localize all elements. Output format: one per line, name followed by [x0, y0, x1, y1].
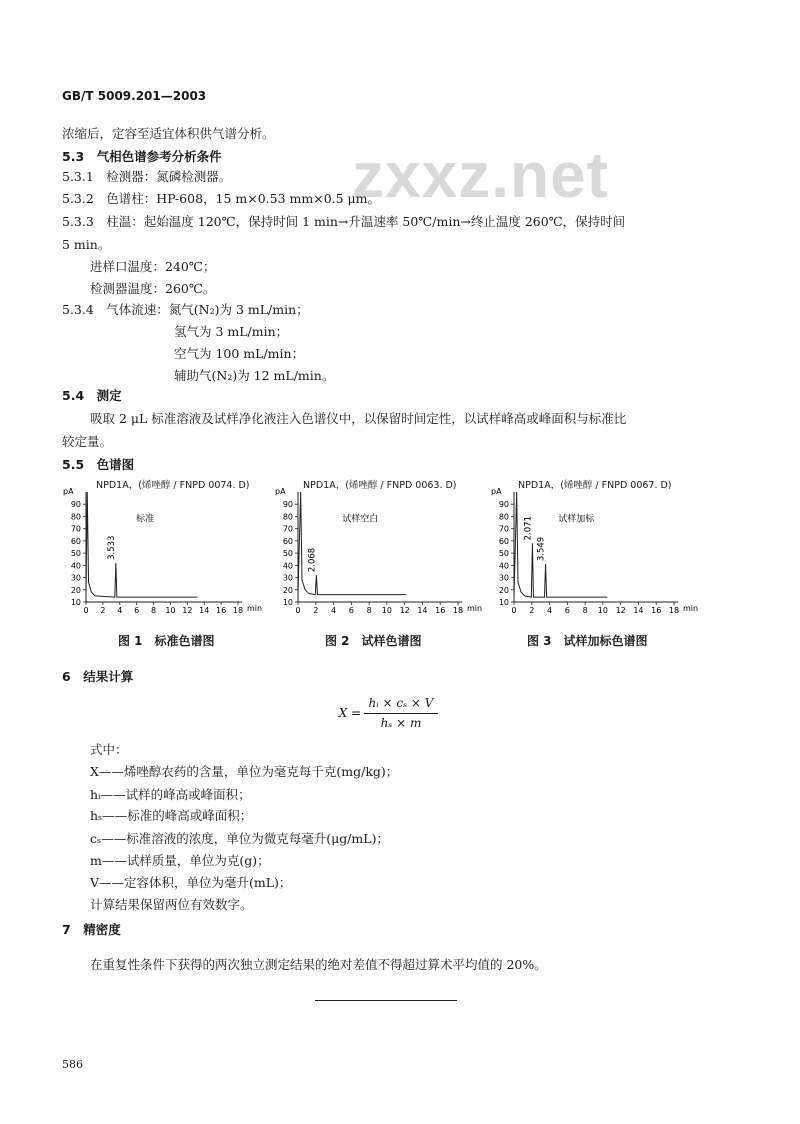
item-5-3-2: 5.3.2 色谱柱：HP-608，15 m×0.53 mm×0.5 μm。: [62, 191, 381, 206]
y-tick-label: 70: [498, 524, 509, 534]
y-tick-label: 60: [282, 536, 293, 546]
y-tick-label: 60: [70, 536, 81, 546]
x-tick-label: 18: [232, 606, 244, 615]
formula-fraction-bar: [364, 713, 438, 714]
chart-annotation: 试样空白: [342, 514, 379, 525]
y-tick-label: 70: [70, 524, 81, 534]
variable-x: X——烯唑醇农药的含量，单位为毫克每千克(mg/kg)；: [90, 764, 399, 779]
peak-retention-label: 2.071: [523, 515, 534, 541]
x-tick-label: 16: [216, 606, 227, 615]
y-tick-label: 40: [70, 561, 81, 571]
y-tick-label: 70: [282, 524, 293, 534]
peak-retention-label: 3.549: [536, 536, 547, 562]
section-6-heading: 6 结果计算: [62, 669, 134, 684]
gas-air: 空气为 100 mL/min；: [174, 346, 305, 361]
variable-hi: hᵢ——试样的峰高或峰面积；: [90, 787, 251, 802]
figure-1-title: NPD1A，(烯唑醇 / FNPD 0074. D): [96, 480, 250, 491]
x-axis-unit: min: [683, 604, 698, 613]
result-note: 计算结果保留两位有效数字。: [90, 897, 253, 912]
x-tick-label: 16: [435, 606, 446, 615]
section-5-4-text: 吸取 2 μL 标准溶液及试样净化液注入色谱仪中，以保留时间定性，以试样峰高或峰面积与标准比: [90, 411, 627, 426]
inlet-temperature: 进样口温度：240℃；: [90, 259, 216, 274]
page-number: 586: [62, 1058, 83, 1071]
x-tick-label: 2: [313, 606, 319, 615]
section-5-5-heading: 5.5 色谱图: [62, 457, 135, 472]
x-tick-label: 6: [564, 606, 570, 615]
y-tick-label: 80: [282, 512, 293, 522]
y-tick-label: 80: [498, 512, 509, 522]
standard-number: GB/T 5009.201—2003: [62, 89, 207, 103]
x-tick-label: 4: [547, 606, 553, 615]
y-tick-label: 40: [498, 561, 509, 571]
peak-retention-label: 3.533: [106, 535, 117, 560]
y-tick-label: 50: [498, 549, 509, 559]
x-tick-label: 6: [134, 606, 140, 615]
x-tick-label: 14: [199, 606, 210, 615]
figure-3-caption: 图 3 试样加标色谱图: [527, 634, 648, 648]
variable-v: V——定容体积，单位为毫升(mL)；: [90, 875, 292, 890]
x-tick-label: 4: [117, 606, 123, 615]
x-tick-label: 8: [582, 606, 588, 615]
x-tick-label: 12: [399, 606, 410, 615]
x-tick-label: 2: [100, 606, 106, 615]
figure-2-title: NPD1A，(烯唑醇 / FNPD 0063. D): [303, 480, 457, 491]
x-tick-label: 8: [151, 606, 157, 615]
y-tick-label: 10: [498, 598, 509, 607]
section-5-4-heading: 5.4 测定: [62, 388, 122, 403]
peak-retention-label: 2.068: [307, 547, 318, 573]
chromatogram-trace: [514, 492, 607, 597]
formula-denominator: hₛ × m: [380, 716, 422, 730]
y-tick-label: 60: [498, 536, 509, 546]
y-tick-label: 90: [498, 500, 509, 510]
y-tick-label: 50: [282, 549, 293, 559]
y-tick-label: 90: [70, 500, 81, 510]
x-tick-label: 0: [511, 606, 517, 615]
y-tick-label: 30: [70, 573, 81, 583]
watermark: zxxz.net: [352, 139, 609, 211]
x-tick-label: 4: [331, 606, 337, 615]
y-axis-label: pA: [275, 487, 286, 496]
y-tick-label: 50: [70, 549, 81, 559]
y-tick-label: 10: [282, 598, 293, 607]
x-axis-unit: min: [467, 604, 483, 613]
variable-hs: hₛ——标准的峰高或峰面积；: [90, 808, 253, 823]
gas-auxiliary: 辅助气(N₂)为 12 mL/min。: [174, 368, 335, 383]
x-tick-label: 2: [529, 606, 535, 615]
where-label: 式中：: [90, 742, 128, 757]
chromatogram-1: [60, 484, 265, 616]
y-tick-label: 20: [498, 585, 509, 595]
chromatogram-2: [272, 484, 487, 616]
variable-cs: cₛ——标准溶液的浓度，单位为微克每毫升(μg/mL)；: [90, 831, 389, 846]
section-5-4-text-cont: 较定量。: [62, 434, 113, 449]
item-5-3-3: 5.3.3 柱温：起始温度 120℃，保持时间 1 min→升温速率 50℃/min→终止温度 260℃，保持时间: [62, 214, 626, 229]
chromatogram-3: [488, 484, 698, 616]
figure-2-caption: 图 2 试样色谱图: [325, 634, 422, 648]
chromatogram-trace: [86, 492, 197, 597]
x-tick-label: 10: [381, 606, 392, 615]
y-axis-label: pA: [63, 487, 74, 496]
formula-lhs: X =: [338, 706, 362, 720]
y-tick-label: 40: [282, 561, 293, 571]
x-tick-label: 12: [615, 606, 626, 615]
y-tick-label: 20: [70, 585, 81, 595]
variable-m: m——试样质量，单位为克(g)；: [90, 853, 270, 868]
item-5-3-1: 5.3.1 检测器：氮磷检测器。: [62, 169, 232, 184]
x-tick-label: 10: [597, 606, 608, 615]
x-tick-label: 14: [633, 606, 644, 615]
y-tick-label: 80: [70, 512, 81, 522]
chart-annotation: 试样加标: [558, 514, 595, 525]
x-axis-unit: min: [247, 604, 263, 613]
figure-1-caption: 图 1 标准色谱图: [118, 634, 215, 648]
chart-annotation: 标准: [136, 514, 155, 525]
end-rule: [315, 1000, 457, 1001]
x-tick-label: 10: [165, 606, 176, 615]
section-7-heading: 7 精密度: [62, 922, 121, 937]
detector-temperature: 检测器温度：260℃。: [90, 281, 216, 296]
chromatogram-trace: [298, 492, 406, 595]
x-tick-label: 12: [182, 606, 193, 615]
gas-hydrogen: 氢气为 3 mL/min；: [174, 324, 289, 339]
section-7-text: 在重复性条件下获得的两次独立测定结果的绝对差值不得超过算术平均值的 20%。: [90, 957, 547, 972]
x-tick-label: 0: [295, 606, 301, 615]
formula-numerator: hᵢ × cₛ × V: [368, 696, 434, 710]
y-tick-label: 20: [282, 585, 293, 595]
x-tick-label: 18: [668, 606, 680, 615]
x-tick-label: 16: [651, 606, 662, 615]
y-tick-label: 10: [70, 598, 81, 607]
figure-3-title: NPD1A，(烯唑醇 / FNPD 0067. D): [518, 480, 672, 491]
item-5-3-3-cont: 5 min。: [62, 237, 111, 252]
intro-line: 浓缩后，定容至适宜体积供气谱分析。: [62, 126, 275, 141]
x-tick-label: 18: [452, 606, 464, 615]
y-tick-label: 90: [282, 500, 293, 510]
x-tick-label: 8: [366, 606, 372, 615]
y-tick-label: 30: [282, 573, 293, 583]
x-tick-label: 0: [83, 606, 89, 615]
section-5-3-heading: 5.3 气相色谱参考分析条件: [62, 149, 222, 164]
y-tick-label: 30: [498, 573, 509, 583]
x-tick-label: 6: [348, 606, 354, 615]
x-tick-label: 14: [417, 606, 428, 615]
item-5-3-4: 5.3.4 气体流速：氮气(N₂)为 3 mL/min；: [62, 302, 309, 317]
y-axis-label: pA: [491, 487, 502, 496]
